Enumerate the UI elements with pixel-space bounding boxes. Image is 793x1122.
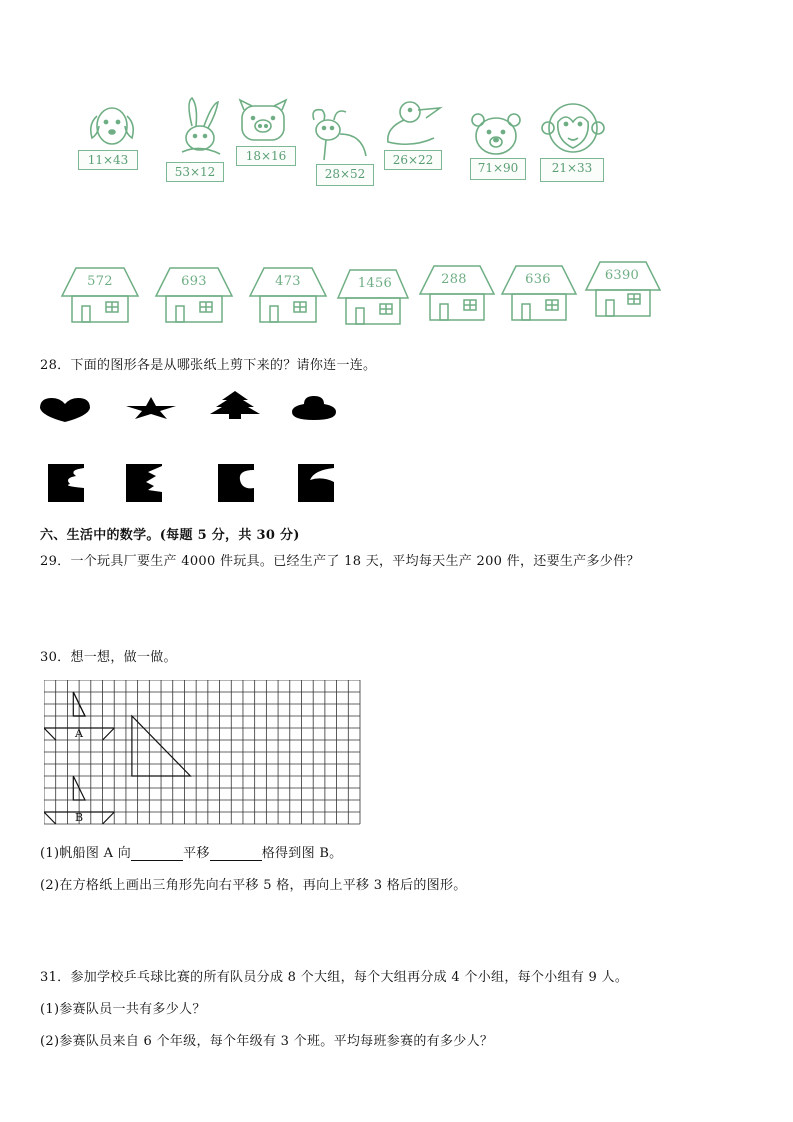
house-number: 693 [181, 274, 207, 289]
duck-icon [382, 98, 446, 150]
animal-card: 28×52 [316, 164, 374, 186]
grid-paper[interactable] [44, 680, 364, 826]
question-31-part-2: (2)参赛队员来自 6 个年级，每个年级有 3 个班。平均每班参赛的有多少人？ [40, 1034, 494, 1049]
goat-icon [306, 104, 372, 166]
animal-card: 11×43 [78, 150, 138, 170]
question-31: 31．参加学校乒乓球比赛的所有队员分成 8 个大组，每个大组再分成 4 个小组，每个小组有 9 人。 [40, 970, 629, 985]
folded-paper-2-icon [126, 464, 162, 502]
question-30-part-2: (2)在方格纸上画出三角形先向右平移 5 格，再向上平移 3 格后的图形。 [40, 878, 467, 893]
house-number: 6390 [604, 268, 640, 283]
heart-icon [38, 396, 92, 424]
section-title: 六、生活中的数学。(每题 5 分，共 30 分) [40, 528, 300, 543]
animal-card: 53×12 [166, 162, 224, 182]
star-icon [124, 396, 178, 420]
house-number: 636 [525, 272, 551, 287]
answer-blank-direction[interactable] [131, 848, 183, 861]
house-number: 1456 [357, 276, 393, 291]
part-1-text-a: (1)帆船图 A 向 [40, 846, 132, 861]
label-a: A [75, 727, 83, 740]
answer-blank-steps[interactable] [210, 848, 262, 861]
question-28: 28．下面的图形各是从哪张纸上剪下来的？请你连一连。 [40, 358, 377, 373]
rabbit-icon [172, 96, 232, 160]
cloud-icon [290, 394, 338, 422]
bear-icon [470, 112, 522, 158]
animal-card: 26×22 [384, 150, 442, 170]
part-1-text-c: 格得到图 B。 [261, 846, 343, 861]
question-30-part-1 [40, 842, 342, 861]
folded-paper-3-icon [218, 464, 254, 502]
house-number: 473 [275, 274, 301, 289]
question-29: 29．一个玩具厂要生产 4000 件玩具。已经生产了 18 天，平均每天生产 200 件，还要生产多少件？ [40, 554, 640, 569]
folded-paper-4-icon [298, 464, 334, 502]
part-1-text-b: 平移 [183, 846, 210, 861]
folded-paper-1-icon [48, 464, 84, 502]
label-b: B [75, 811, 84, 824]
question-30: 30．想一想，做一做。 [40, 650, 177, 665]
animal-card: 21×33 [540, 158, 604, 182]
animal-card: 18×16 [236, 146, 296, 166]
dog-icon [84, 98, 140, 152]
house-number: 572 [87, 274, 113, 289]
tree-icon [208, 390, 262, 420]
monkey-icon [540, 100, 606, 158]
question-31-part-1: (1)参赛队员一共有多少人？ [40, 1002, 206, 1017]
pig-icon [236, 98, 290, 146]
house-number: 288 [441, 272, 467, 287]
animal-card: 71×90 [470, 158, 526, 180]
